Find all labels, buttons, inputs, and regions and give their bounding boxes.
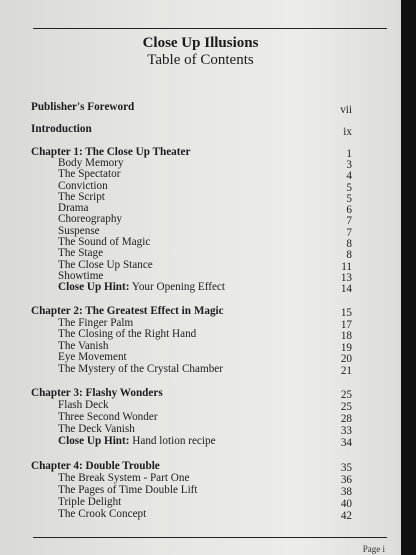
toc-section-heading xyxy=(31,123,92,135)
book-title: Close Up Illusions xyxy=(142,35,259,51)
toc-page-number: 4 xyxy=(346,170,352,182)
toc-page-number: 7 xyxy=(346,215,352,227)
toc-page-number: 6 xyxy=(346,204,352,216)
toc-page-number: 7 xyxy=(346,227,352,239)
toc-entry xyxy=(58,423,135,435)
toc-page-number: 11 xyxy=(341,261,352,273)
toc-page-number: 36 xyxy=(340,474,352,486)
toc-entry-title: Conviction xyxy=(58,180,108,192)
toc-page-number: ix xyxy=(343,126,352,138)
toc-entry xyxy=(58,496,121,508)
toc-entry xyxy=(58,247,103,259)
toc-page-number: 21 xyxy=(340,365,352,377)
toc-entry-title: Close Up Hint: xyxy=(58,281,130,293)
toc-entry-title: The Closing of the Right Hand xyxy=(58,328,197,340)
toc-entry-title: Drama xyxy=(58,202,89,214)
toc-entry xyxy=(58,472,189,484)
toc-entry-subtitle: Your Opening Effect xyxy=(129,281,225,293)
toc-page-number: vii xyxy=(340,104,352,116)
bottom-rule xyxy=(33,537,387,538)
toc-page-number: 34 xyxy=(340,437,352,449)
toc-entry xyxy=(58,281,225,293)
toc-entry xyxy=(58,168,120,180)
toc-page-number: 1 xyxy=(346,148,352,160)
toc-page-number: 33 xyxy=(340,425,352,437)
toc-entry-title: Chapter 2: The Greatest Effect in Magic xyxy=(31,305,224,317)
toc-page-number: 20 xyxy=(340,353,352,365)
toc-page-number: 17 xyxy=(340,319,352,331)
toc-entry-title: Suspense xyxy=(58,225,100,237)
toc-page-number: 15 xyxy=(340,307,352,319)
toc-entry-title: The Deck Vanish xyxy=(58,423,135,435)
toc-entry xyxy=(58,328,196,340)
toc-entry-title: Three Second Wonder xyxy=(58,411,158,423)
toc-entry-subtitle: Hand lotion recipe xyxy=(129,435,216,447)
toc-entry-title: The Spectator xyxy=(58,168,121,180)
toc-entry xyxy=(58,351,127,363)
toc-page-number: 28 xyxy=(340,413,352,425)
toc-entry xyxy=(58,508,146,520)
toc-page-number: 5 xyxy=(346,193,352,205)
toc-entry-title: Publisher's Foreword xyxy=(31,101,135,113)
toc-entry xyxy=(58,213,122,225)
toc-page-number: 8 xyxy=(346,238,352,250)
toc-entry-title: Chapter 3: Flashy Wonders xyxy=(31,387,163,399)
dark-background-edge xyxy=(401,0,416,555)
toc-entry-title: The Script xyxy=(58,191,105,203)
toc-section-heading xyxy=(31,387,163,399)
toc-entry xyxy=(58,411,158,423)
toc-entry-title: The Finger Palm xyxy=(58,317,134,329)
toc-page-number: 35 xyxy=(340,462,352,474)
toc-section-heading xyxy=(31,460,160,472)
toc-page-number: 38 xyxy=(340,486,352,498)
toc-entry-title: The Mystery of the Crystal Chamber xyxy=(58,363,223,375)
toc-entry-title: The Pages of Time Double Lift xyxy=(58,484,198,496)
toc-entry-title: Chapter 1: The Close Up Theater xyxy=(31,146,191,158)
toc-entry xyxy=(58,435,216,447)
toc-entry xyxy=(58,399,109,411)
toc-entry-title: Flash Deck xyxy=(58,399,109,411)
toc-entry-title: Eye Movement xyxy=(58,351,127,363)
toc-entry-title: The Crook Concept xyxy=(58,508,147,520)
toc-page-number: 3 xyxy=(346,159,352,171)
toc-entry-title: Showtime xyxy=(58,270,104,282)
toc-entry xyxy=(58,484,198,496)
toc-entry-title: Triple Delight xyxy=(58,496,122,508)
toc-entry-title: Body Memory xyxy=(58,157,124,169)
toc-entry-title: Close Up Hint: xyxy=(58,435,130,447)
toc-entry-title: The Vanish xyxy=(58,340,109,352)
toc-section-heading xyxy=(31,101,134,113)
toc-entry xyxy=(58,363,223,375)
toc-page-number: 13 xyxy=(340,272,352,284)
toc-page-number: 5 xyxy=(346,182,352,194)
toc-page-number: 25 xyxy=(340,389,352,401)
toc-entry-title: Choreography xyxy=(58,213,123,225)
toc-page-number: 42 xyxy=(340,510,352,522)
toc-page-number: 18 xyxy=(340,330,352,342)
toc-page-number: 19 xyxy=(340,342,352,354)
toc-entry-title: The Stage xyxy=(58,247,104,259)
toc-entry-title: Introduction xyxy=(31,123,92,135)
toc-page-number: 40 xyxy=(340,498,352,510)
toc-heading: Table of Contents xyxy=(147,52,254,68)
toc-entry-title: The Close Up Stance xyxy=(58,259,153,271)
toc-page-number: 25 xyxy=(340,401,352,413)
page-footer: Page i xyxy=(362,544,385,554)
toc-page-number: 14 xyxy=(340,283,352,295)
toc-page-number: 8 xyxy=(346,249,352,261)
toc-entry-title: Chapter 4: Double Trouble xyxy=(31,460,160,472)
toc-entry-title: The Sound of Magic xyxy=(58,236,151,248)
toc-entry-title: The Break System - Part One xyxy=(58,472,190,484)
toc-section-heading xyxy=(31,305,224,317)
